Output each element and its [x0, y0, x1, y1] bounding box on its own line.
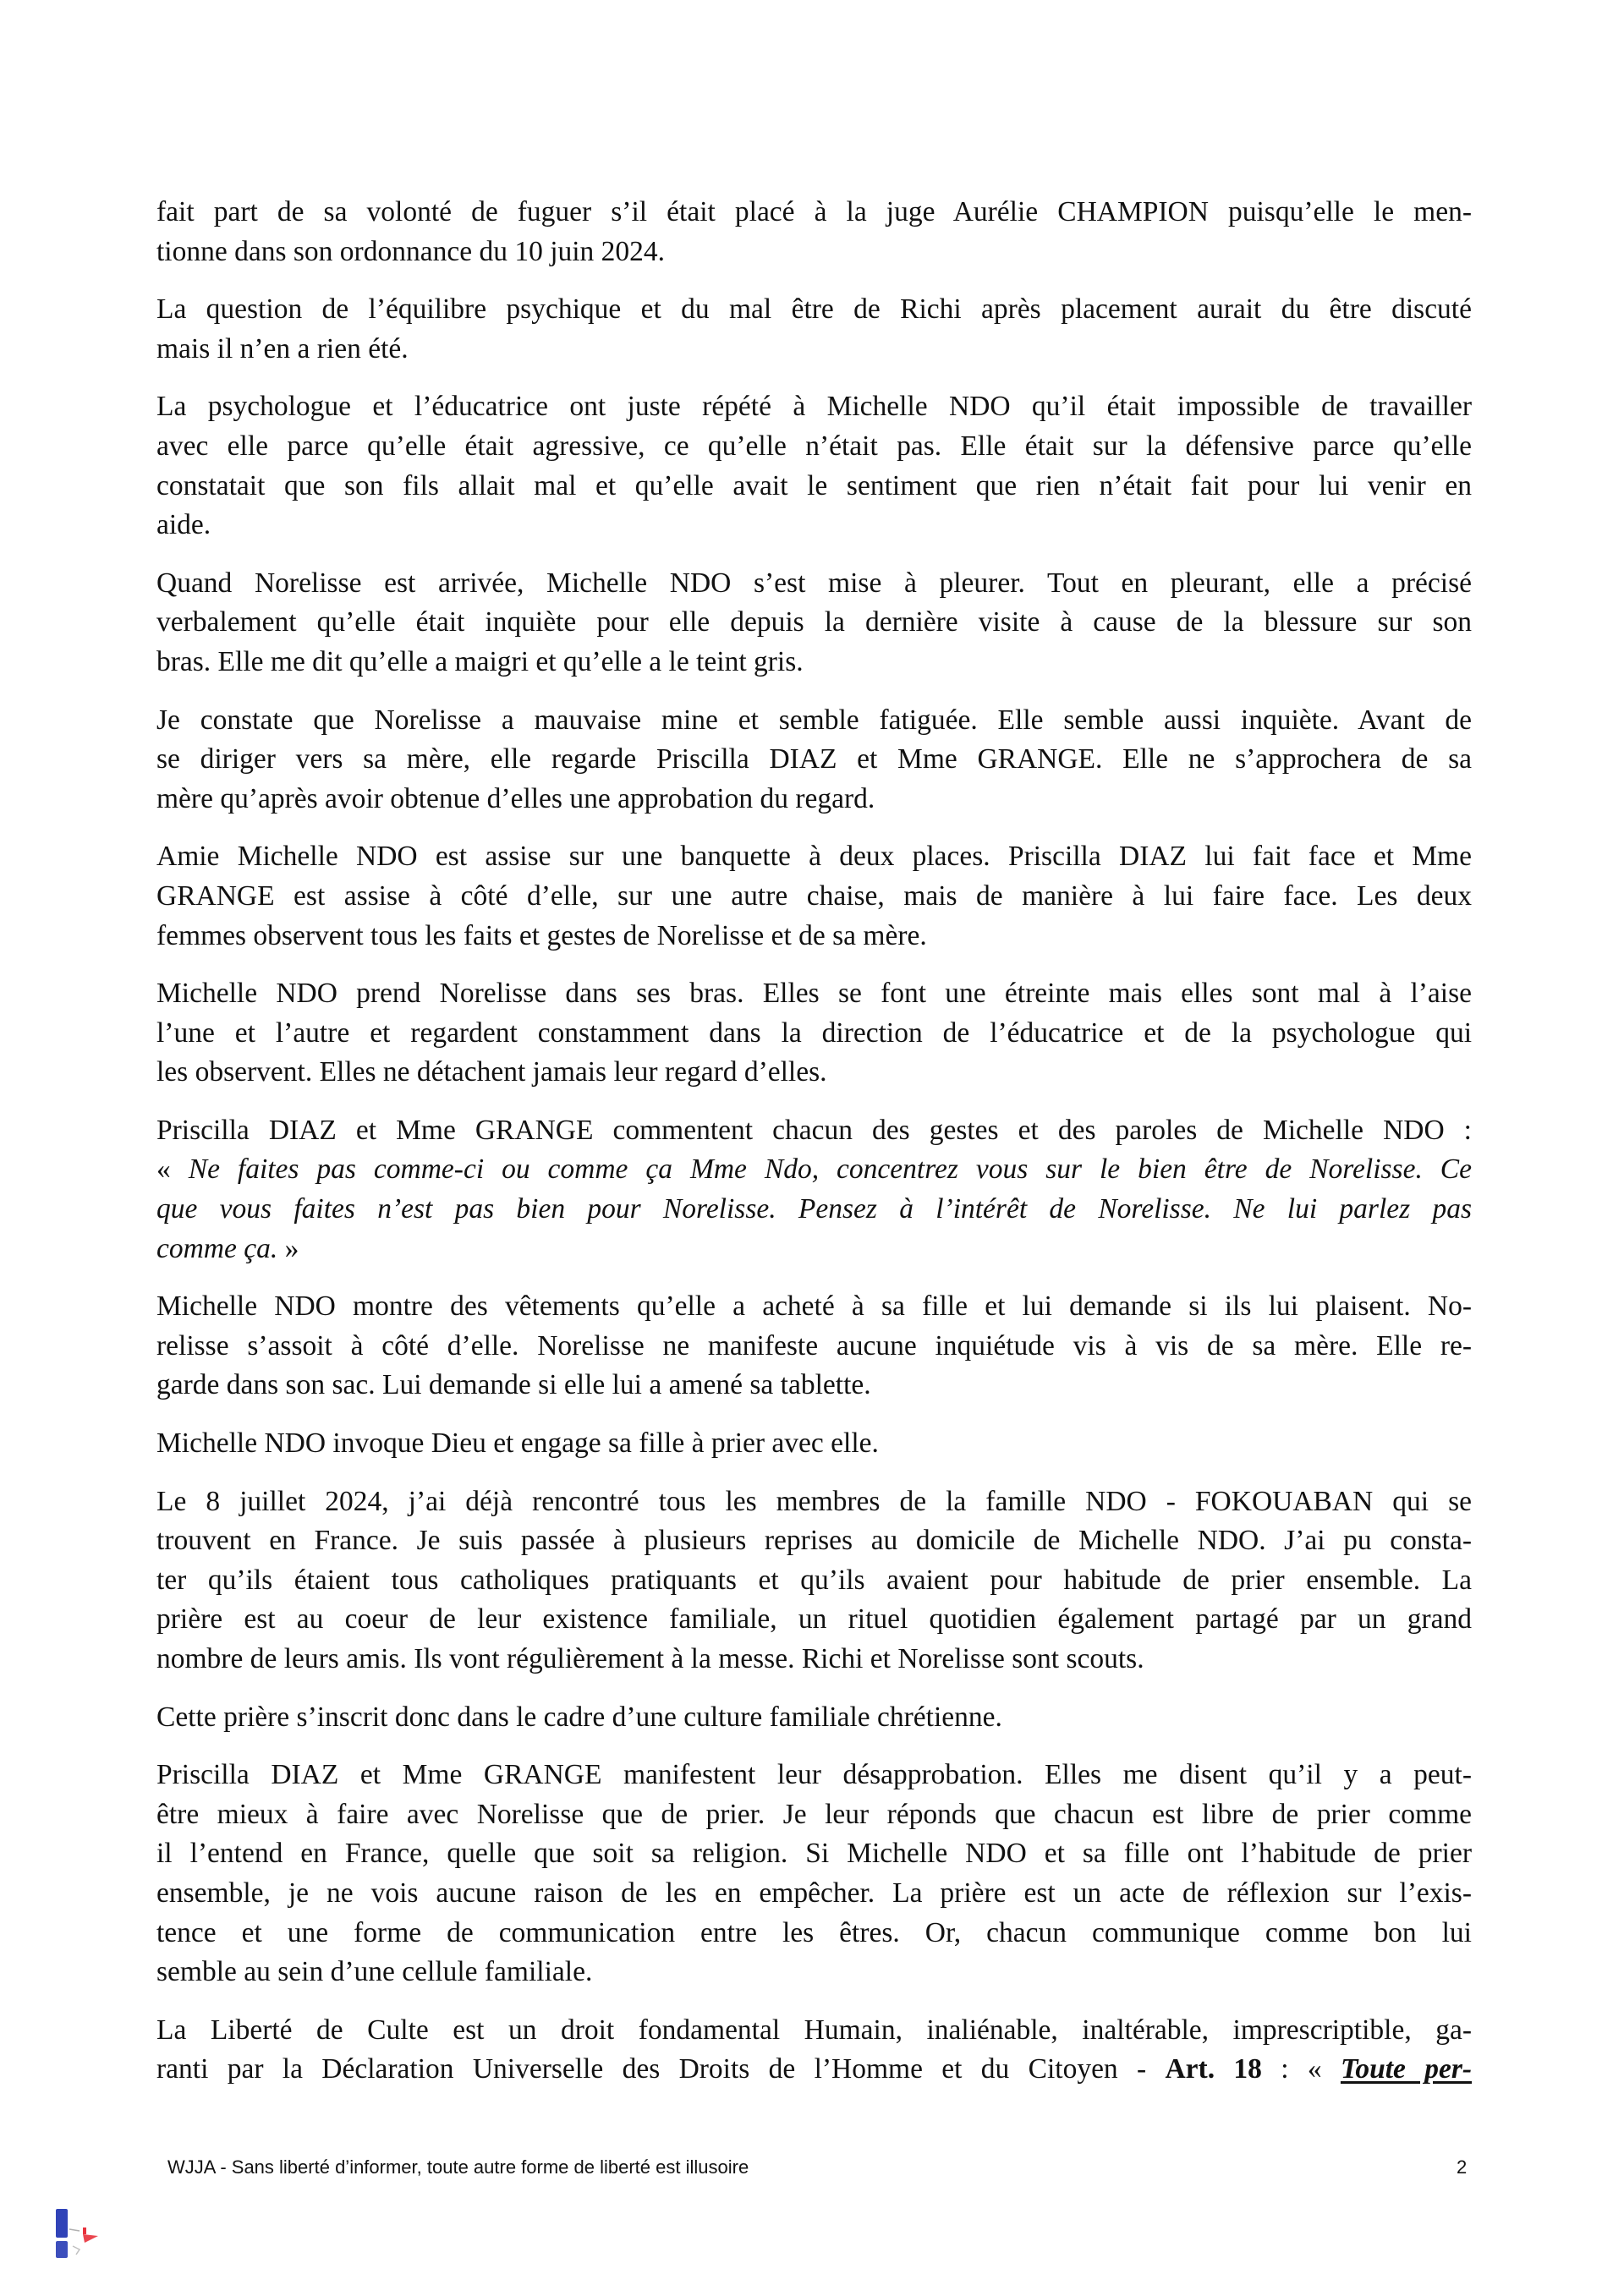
text-line: avec elle parce qu’elle était agressive, ce qu’elle n’était pas. Elle était sur la défensive parce qu’elle	[156, 430, 1472, 462]
text-line: trouvent en France. Je suis passée à plusieurs reprises au domicile de Michelle NDO. J’ai pu consta-	[156, 1525, 1472, 1557]
text-line: bras. Elle me dit qu’elle a maigri et qu’elle a le teint gris.	[156, 645, 804, 677]
paragraph-liberty-of-worship	[156, 2011, 1472, 2090]
paragraph-with-quote	[156, 1111, 1472, 1269]
quote-close-mark: »	[277, 1232, 299, 1264]
paragraph	[156, 1482, 1472, 1680]
text-line: aide.	[156, 509, 211, 541]
citation-separator: : «	[1261, 2053, 1341, 2085]
footer-text: WJJA - Sans liberté d’informer, toute autre forme de liberté est illusoire	[167, 2156, 749, 2178]
quote-line	[156, 1230, 1472, 1269]
text-line: les observent. Elles ne détachent jamais leur regard d’elles.	[156, 1056, 827, 1088]
text-line: ensemble, je ne vois aucune raison de les en empêcher. La prière est un acte de réflexion sur l’exis-	[156, 1877, 1472, 1909]
paragraph	[156, 387, 1472, 545]
text-line: nombre de leurs amis. Ils vont régulièrement à la messe. Richi et Norelisse sont scouts.	[156, 1643, 1144, 1674]
text-line: Amie Michelle NDO est assise sur une banquette à deux places. Priscilla DIAZ lui fait face et Mme	[156, 841, 1472, 873]
text-line: Michelle NDO montre des vêtements qu’elle a acheté à sa fille et lui demande si ils lui plaisent. No-	[156, 1290, 1472, 1323]
paragraph	[156, 1698, 1472, 1738]
quote-line	[156, 1150, 1472, 1190]
text-line: GRANGE est assise à côté d’elle, sur une autre chaise, mais de manière à lui faire face. Les deux	[156, 879, 1472, 912]
text-line: Priscilla DIAZ et Mme GRANGE commentent chacun des gestes et des paroles de Michelle NDO :	[156, 1114, 1472, 1146]
text-line: Quand Norelisse est arrivée, Michelle NDO s’est mise à pleurer. Tout en pleurant, elle a précisé	[156, 567, 1472, 599]
text-line: mais il n’en a rien été.	[156, 332, 409, 364]
text-line: prière est au coeur de leur existence familiale, un rituel quotidien également partagé par un grand	[156, 1603, 1472, 1636]
french-flag-logo-icon	[51, 2206, 105, 2261]
text-line: tence et une forme de communication entre les êtres. Or, chacun communique comme bon lui	[156, 1916, 1472, 1948]
text-line: femmes observent tous les faits et gestes de Norelisse et de sa mère.	[156, 919, 927, 951]
text-line: se diriger vers sa mère, elle regarde Priscilla DIAZ et Mme GRANGE. Elle ne s’approchera de sa	[156, 743, 1472, 775]
quote-open-mark: «	[156, 1153, 189, 1186]
text-line: Michelle NDO invoque Dieu et engage sa fille à prier avec elle.	[156, 1427, 879, 1460]
paragraph	[156, 1424, 1472, 1464]
text-line: Je constate que Norelisse a mauvaise mine et semble fatiguée. Elle semble aussi inquiète. Avant de	[156, 704, 1472, 736]
paragraph	[156, 564, 1472, 682]
paragraph	[156, 837, 1472, 956]
paragraph	[156, 701, 1472, 819]
quote-text: comme ça.	[156, 1232, 278, 1264]
citation-start: Toute per-	[1340, 2053, 1472, 2085]
text-line: constatait que son fils allait mal et qu’elle avait le sentiment que rien n’était fait pour lui venir en	[156, 469, 1472, 501]
text-line: Le 8 juillet 2024, j’ai déjà rencontré tous les membres de la famille NDO - FOKOUABAN qui se	[156, 1485, 1472, 1517]
paragraph	[156, 290, 1472, 369]
paragraph	[156, 974, 1472, 1093]
text-line: La psychologue et l’éducatrice ont juste répété à Michelle NDO qu’il était impossible de travailler	[156, 391, 1472, 423]
text-line: relisse s’assoit à côté d’elle. Norelisse ne manifeste aucune inquiétude vis à vis de sa mère. Elle re-	[156, 1329, 1472, 1362]
text-line: fait part de sa volonté de fuguer s’il était placé à la juge Aurélie CHAMPION puisqu’elle le men-	[156, 196, 1472, 227]
citation-lead-text: ranti par la Déclaration Universelle des Droits de l’Homme et du Citoyen -	[156, 2053, 1166, 2085]
text-line: Michelle NDO prend Norelisse dans ses bras. Elles se font une étreinte mais elles sont mal à l’aise	[156, 978, 1472, 1010]
article-reference: Art. 18	[1165, 2053, 1262, 2085]
text-line: Priscilla DIAZ et Mme GRANGE manifestent leur désapprobation. Elles me disent qu’il y a peut-	[156, 1759, 1472, 1791]
text-line: semble au sein d’une cellule familiale.	[156, 1956, 593, 1988]
paragraph	[156, 1756, 1472, 1992]
paragraph	[156, 1287, 1472, 1406]
text-line: La question de l’équilibre psychique et du mal être de Richi après placement aurait du être discuté	[156, 293, 1472, 326]
text-line: ter qu’ils étaient tous catholiques pratiquants et qu’ils avaient pour habitude de prier ensemble. La	[156, 1564, 1472, 1596]
text-line: l’une et l’autre et regardent constamment dans la direction de l’éducatrice et de la psychologue qui	[156, 1016, 1472, 1049]
text-line: mère qu’après avoir obtenue d’elles une approbation du regard.	[156, 782, 875, 814]
text-line: Cette prière s’inscrit donc dans le cadre d’une culture familiale chrétienne.	[156, 1701, 1002, 1733]
paragraph	[156, 193, 1472, 271]
text-line: garde dans son sac. Lui demande si elle lui a amené sa tablette.	[156, 1369, 871, 1401]
text-line-with-citation	[156, 2050, 1472, 2090]
text-line: tionne dans son ordonnance du 10 juin 2024.	[156, 235, 666, 267]
body-text	[156, 193, 1472, 2108]
text-line: il l’entend en France, quelle que soit sa religion. Si Michelle NDO et sa fille ont l’habitude de prier	[156, 1838, 1472, 1870]
quote-text: Ne faites pas comme-ci ou comme ça Mme Ndo, concentrez vous sur le bien être de Norelisse. Ce	[188, 1153, 1472, 1186]
text-line: être mieux à faire avec Norelisse que de prier. Je leur réponds que chacun est libre de prier comme	[156, 1798, 1472, 1830]
text-line: verbalement qu’elle était inquiète pour elle depuis la dernière visite à cause de la blessure sur son	[156, 606, 1472, 638]
page-number: 2	[1457, 2156, 1468, 2178]
text-line: La Liberté de Culte est un droit fondamental Humain, inaliénable, inaltérable, imprescriptible, ga-	[156, 2014, 1472, 2046]
quote-line: que vous faites n’est pas bien pour Norelisse. Pensez à l’intérêt de Norelisse. Ne lui parlez pas	[156, 1193, 1472, 1225]
